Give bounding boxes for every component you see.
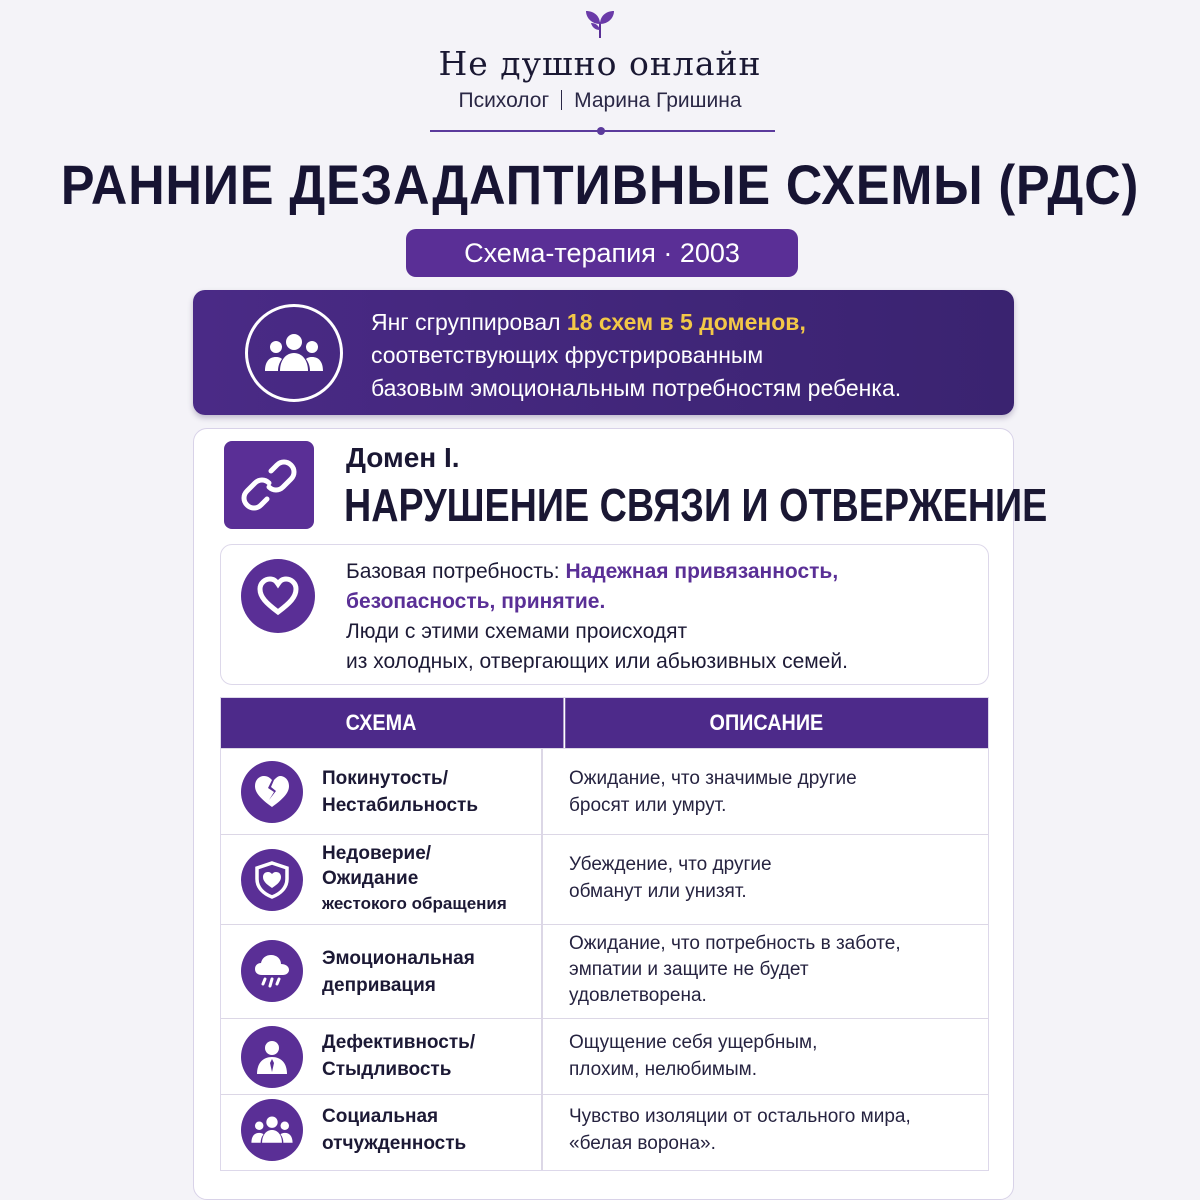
origin-line-2: из холодных, отвергающих или абьюзивных семей. [346,650,848,673]
brand-role: Психолог [458,89,550,112]
schema-line: Ожидание [322,868,419,889]
table-header [221,698,988,748]
heart-icon [241,559,315,633]
description-line: удовлетворена. [569,985,707,1006]
need-value-1: Надежная привязанность, [565,560,839,583]
schema-line: Покинутость/ [322,768,448,789]
broken-link-icon [224,441,314,529]
schema-name [322,841,532,916]
domain-title: НАРУШЕНИЕ СВЯЗИ И ОТВЕРЖЕНИЕ [344,479,1048,531]
schema-name [322,765,532,819]
brand-header [0,8,1200,114]
intro-highlight: 18 схем в 5 доменов, [566,309,806,335]
schema-description [569,1029,979,1083]
divider [561,90,562,110]
domain-number: Домен I. [346,442,460,473]
shield-heart-icon [241,849,303,911]
intro-text-before: Янг сгруппировал [371,309,567,335]
intro-line-3: базовым эмоциональным потребностям ребенка. [371,375,902,401]
description-line: Ожидание, что значимые другие [569,768,857,789]
leaf-logo-icon [580,8,620,42]
brand-author: Марина Гришина [574,89,742,112]
intro-line-2: соответствующих фрустрированным [371,342,764,368]
description-line: бросят или умрут. [569,795,727,816]
schema-line: Нестабильность [322,795,479,816]
rain-cloud-icon [241,940,303,1002]
schema-line: Недоверие/ [322,843,432,864]
schema-name [322,1029,532,1083]
schema-line: Социальная [322,1106,439,1127]
schema-name [322,1103,532,1157]
table-row [221,1094,988,1170]
column-header-description: ОПИСАНИЕ [563,698,967,748]
brand-divider [430,130,775,132]
origin-line-1: Люди с этими схемами происходят [346,620,688,643]
schema-description [569,851,979,905]
schema-description [569,931,979,1009]
need-value-2: безопасность, принятие. [346,590,606,613]
schema-line: отчужденность [322,1133,467,1154]
need-label: Базовая потребность: [346,560,566,583]
description-line: «белая ворона». [569,1133,716,1154]
intro-text [371,306,991,405]
schema-line: Дефективность/ [322,1032,476,1053]
schema-line: депривация [322,975,436,996]
need-text [346,557,976,677]
description-line: обманут или унизят. [569,881,747,902]
schema-table [220,697,989,1171]
page-title: РАННИЕ ДЕЗАДАПТИВНЫЕ СХЕМЫ (РДС) [60,153,1140,216]
description-line: Чувство изоляции от остального мира, [569,1106,911,1127]
column-header-schema: СХЕМА [345,710,417,735]
schema-line: Стыдливость [322,1059,452,1080]
description-line: Ожидание, что потребность в заботе, [569,933,901,954]
subtitle-badge: Схема-терапия · 2003 [406,229,798,277]
intro-banner [193,290,1014,415]
group-icon [245,304,343,402]
schema-name [322,945,532,999]
schema-line: жестокого обращения [322,894,507,913]
schema-line: Эмоциональная [322,948,475,969]
table-row [221,834,988,924]
broken-heart-icon [241,761,303,823]
brand-name: Не душно онлайн [438,44,762,83]
schema-description [569,765,979,819]
description-line: Ощущение себя ущербным, [569,1032,818,1053]
person-icon [241,1026,303,1088]
description-line: Убеждение, что другие [569,854,772,875]
table-row [221,1018,988,1094]
description-line: плохим, нелюбимым. [569,1059,757,1080]
description-line: эмпатии и защите не будет [569,959,809,980]
group-icon [241,1099,303,1161]
basic-need-box [220,544,989,685]
brand-subline [0,88,1200,114]
table-row [221,924,988,1018]
table-row [221,748,988,834]
schema-description [569,1103,979,1157]
